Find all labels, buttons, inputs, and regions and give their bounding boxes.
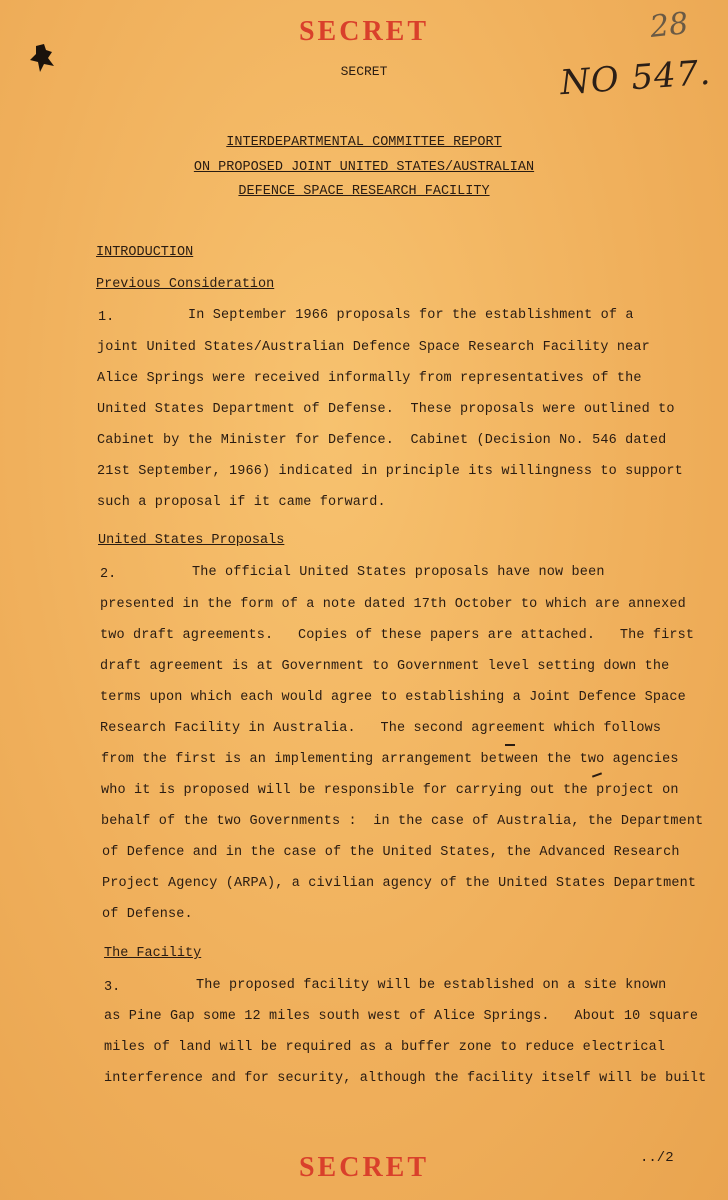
paragraph-1-line: 21st September, 1966) indicated in principle its willingness to support bbox=[97, 464, 683, 479]
paragraph-2-line: draft agreement is at Government to Government level setting down the bbox=[100, 659, 670, 674]
paragraph-1-line: In September 1966 proposals for the establishment of a bbox=[188, 308, 634, 323]
paragraph-2-line: of Defense. bbox=[102, 907, 193, 922]
heading-previous-consideration: Previous Consideration bbox=[96, 277, 275, 292]
paragraph-3-line: The proposed facility will be established on a site known bbox=[196, 978, 667, 993]
handwritten-folio-number: 28 bbox=[648, 6, 690, 45]
paragraph-1-line: joint United States/Australian Defence Space Research Facility near bbox=[97, 340, 650, 355]
paragraph-1-line: such a proposal if it came forward. bbox=[97, 495, 386, 510]
paragraph-3-number: 3. bbox=[104, 980, 121, 995]
handwritten-tick-mark bbox=[592, 772, 602, 777]
paragraph-1-number: 1. bbox=[98, 310, 115, 325]
paragraph-2-line: Research Facility in Australia. The second agreement which follows bbox=[100, 721, 662, 736]
paragraph-2-line: of Defence and in the case of the United States, the Advanced Research bbox=[102, 845, 680, 860]
paragraph-2-line: who it is proposed will be responsible for carrying out the project on bbox=[101, 783, 679, 798]
punch-hole-mark bbox=[30, 44, 54, 72]
heading-introduction: INTRODUCTION bbox=[96, 245, 194, 260]
page-continuation-mark: ../2 bbox=[640, 1150, 674, 1166]
heading-united-states-proposals: United States Proposals bbox=[98, 533, 285, 548]
paragraph-2-line: from the first is an implementing arrangement between the two agencies bbox=[101, 752, 679, 767]
paragraph-3-line: as Pine Gap some 12 miles south west of Alice Springs. About 10 square bbox=[104, 1009, 699, 1024]
paragraph-1-line: Alice Springs were received informally from representatives of the bbox=[97, 371, 642, 386]
paragraph-3-line: interference and for security, although the facility itself will be built bbox=[104, 1071, 707, 1086]
handwritten-tick-mark bbox=[505, 744, 515, 746]
paragraph-2-number: 2. bbox=[100, 567, 117, 582]
paragraph-1-line: Cabinet by the Minister for Defence. Cabinet (Decision No. 546 dated bbox=[97, 433, 667, 448]
title-line-3: DEFENCE SPACE RESEARCH FACILITY bbox=[238, 184, 490, 199]
paragraph-2-line: presented in the form of a note dated 17th October to which are annexed bbox=[100, 597, 686, 612]
paragraph-2-line: The official United States proposals have now been bbox=[192, 565, 605, 580]
paragraph-2-line: behalf of the two Governments : in the case of Australia, the Department bbox=[101, 814, 704, 829]
paragraph-2-line: Project Agency (ARPA), a civilian agency of the United States Department bbox=[102, 876, 697, 891]
title-line-1: INTERDEPARTMENTAL COMMITTEE REPORT bbox=[226, 135, 502, 150]
heading-the-facility: The Facility bbox=[104, 946, 202, 961]
paragraph-3-line: miles of land will be required as a buffer zone to reduce electrical bbox=[104, 1040, 666, 1055]
title-line-2: ON PROPOSED JOINT UNITED STATES/AUSTRALIAN bbox=[193, 160, 535, 175]
paragraph-2-line: two draft agreements. Copies of these papers are attached. The first bbox=[100, 628, 695, 643]
secret-stamp-bottom: SECRET bbox=[298, 1152, 430, 1183]
paragraph-2-line: terms upon which each would agree to establishing a Joint Defence Space bbox=[100, 690, 686, 705]
typed-secret-marking: SECRET bbox=[340, 64, 388, 79]
secret-stamp-top: SECRET bbox=[298, 16, 430, 47]
handwritten-document-number: NO 547. bbox=[558, 52, 713, 104]
paragraph-1-line: United States Department of Defense. These proposals were outlined to bbox=[97, 402, 675, 417]
